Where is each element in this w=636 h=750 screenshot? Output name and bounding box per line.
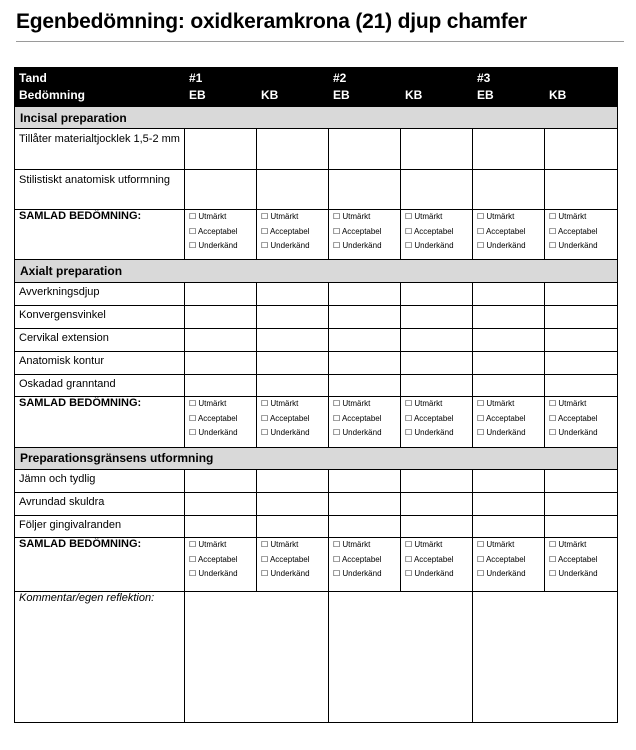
- option-utmarkt-checkbox[interactable]: ☐ Utmärkt: [549, 399, 587, 409]
- score-cell-kb[interactable]: [401, 493, 473, 516]
- score-cell-eb[interactable]: [185, 305, 257, 328]
- header-col-3: [329, 68, 401, 107]
- option-utmarkt-checkbox[interactable]: ☐ Utmärkt: [261, 212, 299, 222]
- rating-options-cell: [401, 397, 473, 447]
- option-acceptabel-checkbox[interactable]: ☐ Acceptabel: [333, 554, 382, 564]
- score-cell-eb[interactable]: [185, 375, 257, 397]
- header-tand-label: Tand: [19, 71, 47, 86]
- score-cell-kb[interactable]: [545, 493, 618, 516]
- score-cell-eb[interactable]: [185, 282, 257, 305]
- score-cell-kb[interactable]: [257, 469, 329, 492]
- rating-options-cell: [473, 210, 545, 260]
- samlad-row: [15, 397, 618, 447]
- option-utmarkt-checkbox[interactable]: ☐ Utmärkt: [261, 540, 299, 550]
- score-cell-eb[interactable]: [473, 375, 545, 397]
- option-acceptabel-checkbox[interactable]: ☐ Acceptabel: [189, 554, 238, 564]
- criterion-row: [15, 516, 618, 538]
- score-cell-eb[interactable]: [185, 352, 257, 375]
- score-cell-kb[interactable]: [257, 169, 329, 209]
- header-col-4: [401, 68, 473, 107]
- option-utmarkt-checkbox[interactable]: ☐ Utmärkt: [549, 212, 587, 222]
- score-cell-eb[interactable]: [473, 469, 545, 492]
- option-underkand-checkbox[interactable]: ☐ Underkänd: [477, 428, 526, 438]
- option-utmarkt-checkbox[interactable]: ☐ Utmärkt: [261, 399, 299, 409]
- rating-options-cell: [473, 538, 545, 591]
- rating-options-cell: [401, 538, 473, 591]
- assessor-label: KB: [261, 88, 279, 103]
- option-acceptabel-checkbox[interactable]: ☐ Acceptabel: [333, 413, 382, 423]
- criterion-row: [15, 305, 618, 328]
- comment-row: [15, 591, 618, 722]
- option-acceptabel-checkbox[interactable]: ☐ Acceptabel: [405, 554, 454, 564]
- option-utmarkt-checkbox[interactable]: ☐ Utmärkt: [189, 399, 227, 409]
- option-underkand-checkbox[interactable]: ☐ Underkänd: [189, 428, 238, 438]
- score-cell-eb[interactable]: [185, 493, 257, 516]
- header-row: [15, 68, 618, 107]
- rating-options-cell: [401, 210, 473, 260]
- score-cell-eb[interactable]: [329, 129, 401, 169]
- option-underkand-checkbox[interactable]: ☐ Underkänd: [549, 428, 598, 438]
- tooth-number: #3: [477, 71, 491, 86]
- tooth-number: #2: [333, 71, 347, 86]
- section-title: Preparationsgränsens utformning: [15, 447, 618, 469]
- score-cell-kb[interactable]: [545, 328, 618, 351]
- score-cell-eb[interactable]: [329, 282, 401, 305]
- option-acceptabel-checkbox[interactable]: ☐ Acceptabel: [477, 226, 526, 236]
- option-acceptabel-checkbox[interactable]: ☐ Acceptabel: [333, 226, 382, 236]
- criterion-row: [15, 493, 618, 516]
- option-acceptabel-checkbox[interactable]: ☐ Acceptabel: [549, 413, 598, 423]
- option-underkand-checkbox[interactable]: ☐ Underkänd: [261, 428, 310, 438]
- header-col-6: [545, 68, 618, 107]
- samlad-bedomning-label: SAMLAD BEDÖMNING:: [15, 538, 185, 591]
- assessment-table: [14, 67, 618, 723]
- criterion-row: [15, 282, 618, 305]
- option-acceptabel-checkbox[interactable]: ☐ Acceptabel: [405, 413, 454, 423]
- option-utmarkt-checkbox[interactable]: ☐ Utmärkt: [405, 540, 443, 550]
- option-underkand-checkbox[interactable]: ☐ Underkänd: [189, 569, 238, 579]
- score-cell-kb[interactable]: [401, 328, 473, 351]
- option-utmarkt-checkbox[interactable]: ☐ Utmärkt: [477, 540, 515, 550]
- option-utmarkt-checkbox[interactable]: ☐ Utmärkt: [333, 399, 371, 409]
- score-cell-eb[interactable]: [329, 469, 401, 492]
- score-cell-kb[interactable]: [257, 328, 329, 351]
- score-cell-eb[interactable]: [329, 375, 401, 397]
- assessor-label: KB: [549, 88, 567, 103]
- score-cell-eb[interactable]: [329, 305, 401, 328]
- score-cell-kb[interactable]: [545, 375, 618, 397]
- option-underkand-checkbox[interactable]: ☐ Underkänd: [333, 428, 382, 438]
- option-utmarkt-checkbox[interactable]: ☐ Utmärkt: [333, 212, 371, 222]
- comment-label: Kommentar/egen reflektion:: [15, 591, 185, 722]
- score-cell-kb[interactable]: [545, 282, 618, 305]
- score-cell-kb[interactable]: [401, 282, 473, 305]
- rating-options-cell: [329, 538, 401, 591]
- criterion-row: [15, 129, 618, 169]
- score-cell-kb[interactable]: [257, 305, 329, 328]
- score-cell-eb[interactable]: [329, 328, 401, 351]
- samlad-bedomning-label: SAMLAD BEDÖMNING:: [15, 397, 185, 447]
- rating-options-cell: [329, 397, 401, 447]
- score-cell-eb[interactable]: [473, 328, 545, 351]
- header-bedomning-label: Bedömning: [19, 88, 85, 103]
- score-cell-kb[interactable]: [401, 169, 473, 209]
- option-underkand-checkbox[interactable]: ☐ Underkänd: [333, 569, 382, 579]
- score-cell-kb[interactable]: [257, 375, 329, 397]
- score-cell-kb[interactable]: [257, 493, 329, 516]
- option-acceptabel-checkbox[interactable]: ☐ Acceptabel: [261, 554, 310, 564]
- score-cell-kb[interactable]: [401, 469, 473, 492]
- score-cell-eb[interactable]: [473, 129, 545, 169]
- rating-options-cell: [473, 397, 545, 447]
- samlad-bedomning-label: SAMLAD BEDÖMNING:: [15, 210, 185, 260]
- criterion-anatomisk-kontur: Anatomisk kontur: [15, 352, 185, 375]
- score-cell-kb[interactable]: [545, 169, 618, 209]
- option-acceptabel-checkbox[interactable]: ☐ Acceptabel: [405, 226, 454, 236]
- criterion-row: [15, 169, 618, 209]
- criterion-stilistiskt-anatomisk-utformning: Stilistiskt anatomisk utformning: [15, 169, 185, 209]
- criterion-row: [15, 328, 618, 351]
- section-header-preparationsgransens-utformning: [15, 447, 618, 469]
- option-acceptabel-checkbox[interactable]: ☐ Acceptabel: [261, 413, 310, 423]
- comment-field-tooth-2[interactable]: [329, 591, 473, 722]
- score-cell-kb[interactable]: [257, 129, 329, 169]
- criterion-foljer-gingivalranden: Följer gingivalranden: [15, 516, 185, 538]
- rating-options-cell: [185, 210, 257, 260]
- rating-options-cell: [545, 538, 618, 591]
- score-cell-eb[interactable]: [473, 493, 545, 516]
- score-cell-eb[interactable]: [329, 352, 401, 375]
- option-utmarkt-checkbox[interactable]: ☐ Utmärkt: [549, 540, 587, 550]
- samlad-row: [15, 210, 618, 260]
- score-cell-kb[interactable]: [401, 375, 473, 397]
- criterion-cervikal-extension: Cervikal extension: [15, 328, 185, 351]
- score-cell-kb[interactable]: [401, 516, 473, 538]
- comment-field-tooth-3[interactable]: [473, 591, 618, 722]
- score-cell-eb[interactable]: [473, 282, 545, 305]
- score-cell-kb[interactable]: [545, 352, 618, 375]
- assessor-label: EB: [333, 88, 350, 103]
- score-cell-kb[interactable]: [257, 352, 329, 375]
- score-cell-kb[interactable]: [545, 516, 618, 538]
- tooth-number: #1: [189, 71, 203, 86]
- option-utmarkt-checkbox[interactable]: ☐ Utmärkt: [189, 540, 227, 550]
- score-cell-eb[interactable]: [185, 169, 257, 209]
- criterion-jamn-och-tydlig: Jämn och tydlig: [15, 469, 185, 492]
- header-col-5: [473, 68, 545, 107]
- score-cell-kb[interactable]: [401, 305, 473, 328]
- assessor-label: EB: [189, 88, 206, 103]
- samlad-row: [15, 538, 618, 591]
- option-underkand-checkbox[interactable]: ☐ Underkänd: [405, 428, 454, 438]
- score-cell-eb[interactable]: [185, 328, 257, 351]
- option-underkand-checkbox[interactable]: ☐ Underkänd: [405, 241, 454, 251]
- score-cell-eb[interactable]: [329, 493, 401, 516]
- score-cell-eb[interactable]: [185, 516, 257, 538]
- score-cell-eb[interactable]: [185, 129, 257, 169]
- option-acceptabel-checkbox[interactable]: ☐ Acceptabel: [549, 226, 598, 236]
- option-underkand-checkbox[interactable]: ☐ Underkänd: [549, 241, 598, 251]
- rating-options-cell: [185, 538, 257, 591]
- option-underkand-checkbox[interactable]: ☐ Underkänd: [261, 241, 310, 251]
- option-utmarkt-checkbox[interactable]: ☐ Utmärkt: [189, 212, 227, 222]
- rating-options-cell: [545, 210, 618, 260]
- option-acceptabel-checkbox[interactable]: ☐ Acceptabel: [189, 226, 238, 236]
- criterion-tillater-materialtjocklek-1-5-2-mm: Tillåter materialtjocklek 1,5-2 mm: [15, 129, 185, 169]
- score-cell-kb[interactable]: [401, 352, 473, 375]
- option-acceptabel-checkbox[interactable]: ☐ Acceptabel: [261, 226, 310, 236]
- score-cell-eb[interactable]: [185, 469, 257, 492]
- score-cell-eb[interactable]: [473, 169, 545, 209]
- option-underkand-checkbox[interactable]: ☐ Underkänd: [549, 569, 598, 579]
- option-acceptabel-checkbox[interactable]: ☐ Acceptabel: [549, 554, 598, 564]
- rating-options-cell: [185, 397, 257, 447]
- rating-options-cell: [257, 538, 329, 591]
- score-cell-kb[interactable]: [545, 305, 618, 328]
- criterion-konvergensvinkel: Konvergensvinkel: [15, 305, 185, 328]
- criterion-row: [15, 375, 618, 397]
- assessor-label: EB: [477, 88, 494, 103]
- option-underkand-checkbox[interactable]: ☐ Underkänd: [189, 241, 238, 251]
- criterion-avrundad-skuldra: Avrundad skuldra: [15, 493, 185, 516]
- section-header-axialt-preparation: [15, 260, 618, 282]
- score-cell-eb[interactable]: [473, 516, 545, 538]
- score-cell-kb[interactable]: [257, 516, 329, 538]
- option-utmarkt-checkbox[interactable]: ☐ Utmärkt: [477, 212, 515, 222]
- option-acceptabel-checkbox[interactable]: ☐ Acceptabel: [477, 554, 526, 564]
- score-cell-eb[interactable]: [473, 352, 545, 375]
- header-col-1: [185, 68, 257, 107]
- score-cell-kb[interactable]: [401, 129, 473, 169]
- option-acceptabel-checkbox[interactable]: ☐ Acceptabel: [189, 413, 238, 423]
- rating-options-cell: [257, 397, 329, 447]
- score-cell-kb[interactable]: [545, 469, 618, 492]
- title-underline: [16, 41, 624, 42]
- rating-options-cell: [257, 210, 329, 260]
- option-underkand-checkbox[interactable]: ☐ Underkänd: [477, 569, 526, 579]
- criterion-row: [15, 469, 618, 492]
- criterion-row: [15, 352, 618, 375]
- comment-field-tooth-1[interactable]: [185, 591, 329, 722]
- criterion-oskadad-granntand: Oskadad granntand: [15, 375, 185, 397]
- option-utmarkt-checkbox[interactable]: ☐ Utmärkt: [405, 212, 443, 222]
- rating-options-cell: [329, 210, 401, 260]
- assessor-label: KB: [405, 88, 423, 103]
- option-acceptabel-checkbox[interactable]: ☐ Acceptabel: [477, 413, 526, 423]
- score-cell-eb[interactable]: [473, 305, 545, 328]
- document-title: Egenbedömning: oxidkeramkrona (21) djup chamfer: [16, 10, 528, 33]
- option-utmarkt-checkbox[interactable]: ☐ Utmärkt: [333, 540, 371, 550]
- rating-options-cell: [545, 397, 618, 447]
- section-title: Axialt preparation: [15, 260, 618, 282]
- score-cell-kb[interactable]: [257, 282, 329, 305]
- score-cell-kb[interactable]: [545, 129, 618, 169]
- score-cell-eb[interactable]: [329, 169, 401, 209]
- header-col-2: [257, 68, 329, 107]
- option-utmarkt-checkbox[interactable]: ☐ Utmärkt: [405, 399, 443, 409]
- option-underkand-checkbox[interactable]: ☐ Underkänd: [477, 241, 526, 251]
- header-label-cell: [15, 68, 185, 107]
- option-underkand-checkbox[interactable]: ☐ Underkänd: [333, 241, 382, 251]
- option-underkand-checkbox[interactable]: ☐ Underkänd: [261, 569, 310, 579]
- option-underkand-checkbox[interactable]: ☐ Underkänd: [405, 569, 454, 579]
- score-cell-eb[interactable]: [329, 516, 401, 538]
- criterion-avverkningsdjup: Avverkningsdjup: [15, 282, 185, 305]
- section-title: Incisal preparation: [15, 107, 618, 129]
- option-utmarkt-checkbox[interactable]: ☐ Utmärkt: [477, 399, 515, 409]
- section-header-incisal-preparation: [15, 107, 618, 129]
